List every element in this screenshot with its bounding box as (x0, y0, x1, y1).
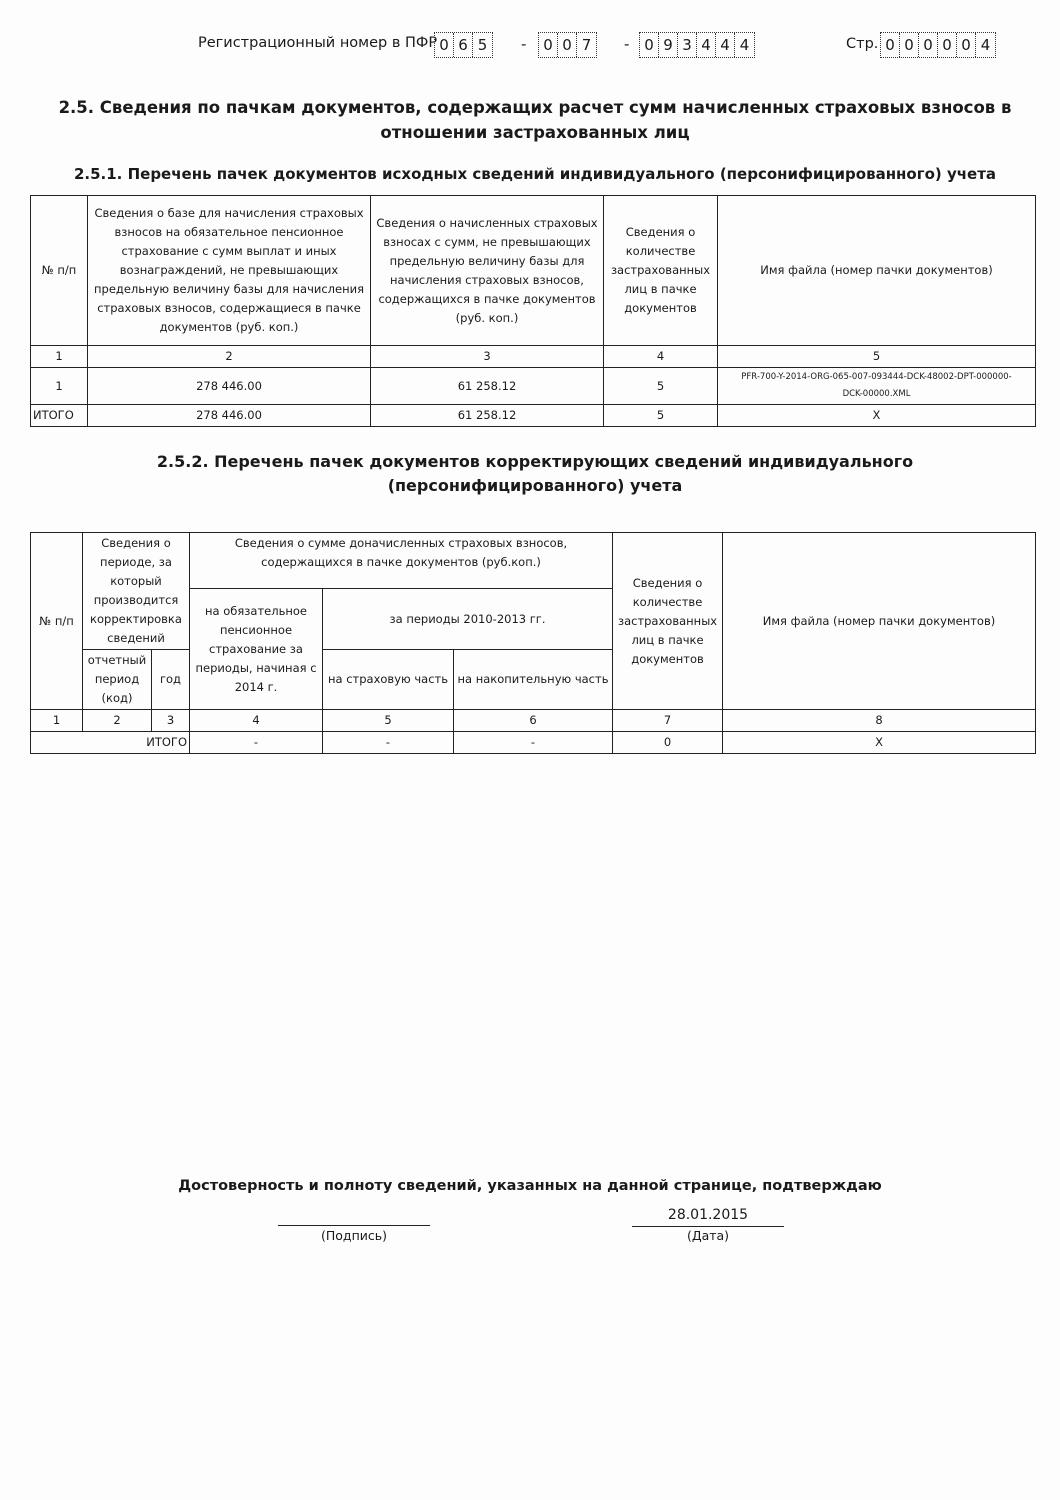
reg-number-group-3 (639, 32, 755, 58)
date-caption: (Дата) (686, 1228, 730, 1243)
digit-box: 0 (558, 33, 577, 57)
digit-box: 0 (957, 33, 976, 57)
col-number: 1 (31, 346, 88, 368)
header-num: № п/п (31, 533, 83, 710)
header-period-code: отчетный период (код) (83, 650, 152, 710)
signature-line (278, 1225, 430, 1226)
table-row (31, 368, 1036, 405)
total-label: ИТОГО (31, 405, 88, 427)
header-period: Сведения о периоде, за который производится корректировка сведений (83, 533, 190, 650)
col-number: 3 (371, 346, 604, 368)
row-accrued: 61 258.12 (371, 368, 604, 405)
header-file: Имя файла (номер пачки документов) (718, 196, 1036, 346)
date-value: 28.01.2015 (667, 1207, 749, 1223)
section-2-5-2-title (40, 450, 1030, 498)
digit-box: 4 (697, 33, 716, 57)
col-number: 6 (454, 710, 613, 732)
total-file: X (723, 732, 1036, 754)
row-file (718, 368, 1036, 405)
total-label: ИТОГО (31, 732, 190, 754)
digit-box: 4 (980, 36, 991, 54)
total-funded-part: - (454, 732, 613, 754)
digit-box: 0 (919, 33, 938, 57)
header-periods-2010: за периоды 2010-2013 гг. (323, 589, 613, 650)
col-number: 2 (83, 710, 152, 732)
file-name-line2: DCK-00000.XML (842, 389, 911, 399)
header-funded-part: на накопительную часть (454, 650, 613, 710)
digit-box: 7 (581, 36, 592, 54)
header-additional: Сведения о сумме доначисленных страховых взносов, содержащихся в пачке документов (руб.коп.) (190, 533, 613, 589)
digit-box: 0 (938, 33, 957, 57)
digit-box: 0 (640, 33, 659, 57)
table-2-5-2 (30, 532, 1036, 754)
header-year: год (152, 650, 190, 710)
digit-box: 4 (716, 33, 735, 57)
total-file: X (718, 405, 1036, 427)
total-base: 278 446.00 (88, 405, 371, 427)
reg-number-group-1 (434, 32, 493, 58)
col-number: 1 (31, 710, 83, 732)
header-insurance-part: на страховую часть (323, 650, 454, 710)
header-mandatory: на обязательное пенсионное страхование за периоды, начиная с 2014 г. (190, 589, 323, 710)
total-count: 0 (613, 732, 723, 754)
row-num: 1 (31, 368, 88, 405)
digit-box: 6 (454, 33, 473, 57)
digit-box: 4 (739, 36, 750, 54)
col-number: 8 (723, 710, 1036, 732)
page-number-label: Стр. (846, 36, 879, 52)
col-number: 4 (604, 346, 718, 368)
section-2-5-title (40, 95, 1030, 145)
table-header-row (31, 196, 1036, 346)
reg-number-group-2 (538, 32, 597, 58)
header-file: Имя файла (номер пачки документов) (723, 533, 1036, 710)
total-accrued: 61 258.12 (371, 405, 604, 427)
total-count: 5 (604, 405, 718, 427)
confirmation-statement: Достоверность и полноту сведений, указанных на данной странице, подтверждаю (178, 1178, 882, 1194)
row-count: 5 (604, 368, 718, 405)
registration-line (0, 30, 1060, 60)
col-number: 5 (718, 346, 1036, 368)
section-2-5-1-title: 2.5.1. Перечень пачек документов исходных сведений индивидуального (персонифицированного) учета (73, 165, 997, 183)
total-insurance-part: - (323, 732, 454, 754)
digit-box: 9 (659, 33, 678, 57)
header-accrued: Сведения о начисленных страховых взносах с сумм, не превышающих предельную величину базы для начисления страховых взносов, содержащихся в пачке документов (руб. коп.) (371, 196, 604, 346)
total-mandatory: - (190, 732, 323, 754)
section-2-5-2-title-line1: 2.5.2. Перечень пачек документов корректирующих сведений индивидуального (156, 452, 914, 471)
col-number: 5 (323, 710, 454, 732)
page-number-group (880, 32, 996, 58)
digit-box: 5 (477, 36, 488, 54)
total-row (31, 405, 1036, 427)
section-2-5-2-title-line2: (персонифицированного) учета (387, 476, 683, 495)
digit-box: 0 (900, 33, 919, 57)
col-number: 3 (152, 710, 190, 732)
reg-dash: - (624, 35, 630, 53)
table-header-row (31, 533, 1036, 589)
digit-box: 0 (881, 33, 900, 57)
reg-number-label: Регистрационный номер в ПФР (198, 35, 438, 51)
column-number-row (31, 346, 1036, 368)
header-count: Сведения о количестве застрахованных лиц в пачке документов (613, 533, 723, 710)
reg-dash: - (521, 35, 527, 53)
row-base: 278 446.00 (88, 368, 371, 405)
digit-box: 0 (539, 33, 558, 57)
digit-box: 3 (678, 33, 697, 57)
col-number: 2 (88, 346, 371, 368)
total-row (31, 732, 1036, 754)
table-2-5-1 (30, 195, 1036, 427)
col-number: 7 (613, 710, 723, 732)
section-2-5-title-line2: отношении застрахованных лиц (380, 123, 690, 142)
col-number: 4 (190, 710, 323, 732)
column-number-row (31, 710, 1036, 732)
digit-box: 0 (435, 33, 454, 57)
file-name-line1: PFR-700-Y-2014-ORG-065-007-093444-DCK-48002-DPT-000000- (741, 372, 1012, 382)
header-num: № п/п (31, 196, 88, 346)
signature-caption: (Подпись) (321, 1228, 387, 1243)
header-base: Сведения о базе для начисления страховых взносов на обязательное пенсионное страхование с сумм выплат и иных вознаграждений, не превышающих предельную величину базы для начисления страховых взносов, содержащиеся в пачке документов (руб. коп.) (88, 196, 371, 346)
date-line (632, 1226, 784, 1227)
header-count: Сведения о количестве застрахованных лиц в пачке документов (604, 196, 718, 346)
section-2-5-title-line1: 2.5. Сведения по пачкам документов, содержащих расчет сумм начисленных страховых взносов в (58, 98, 1012, 117)
